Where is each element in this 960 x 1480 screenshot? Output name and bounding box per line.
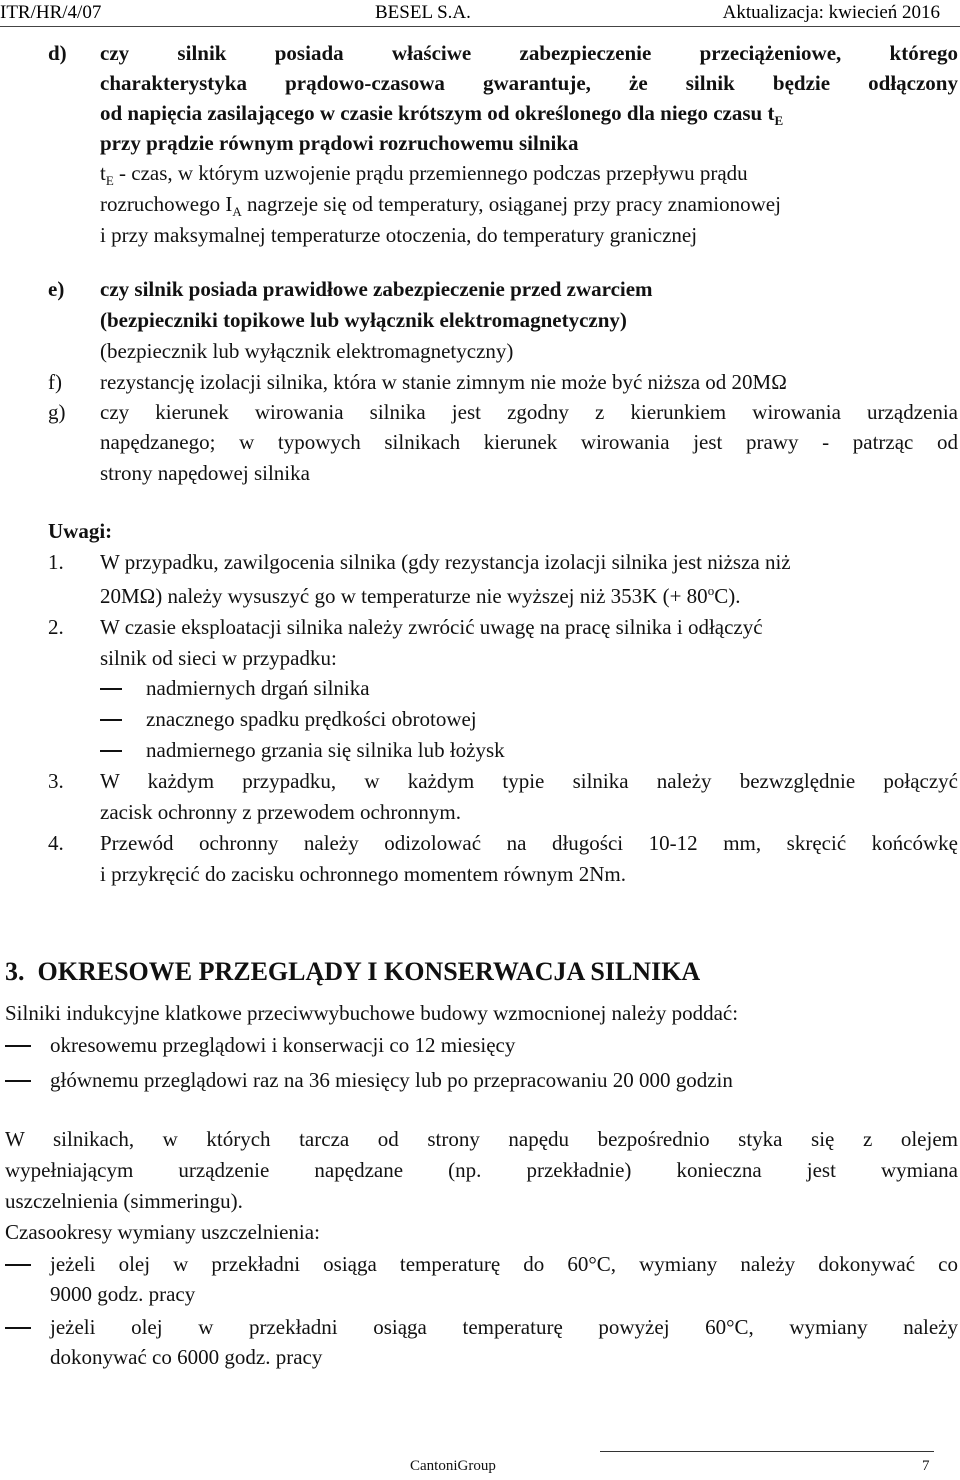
note-3-number: 3.: [48, 769, 64, 793]
dash-bullet: [100, 750, 122, 752]
item-d-line-4: przy prądzie równym prądowi rozruchowemu silnika: [100, 131, 579, 155]
note-2-number: 2.: [48, 615, 64, 639]
dash-bullet: [5, 1045, 31, 1047]
note-2-line-1: W czasie eksploatacji silnika należy zwrócić uwagę na pracę silnika i odłączyć: [100, 615, 763, 639]
section-3-bullet-2: głównemu przeglądowi raz na 36 miesięcy lub po przepracowaniu 20 000 godzin: [50, 1068, 733, 1092]
section-3-bullet-3-line-1: jeżeli olej w przekładni osiąga temperaturę do 60°C, wymiany należy dokonywać co: [50, 1252, 958, 1276]
item-d-line-1: czy silnik posiada właściwe zabezpieczenie przeciążeniowe, którego: [100, 41, 958, 65]
section-3-heading: 3. OKRESOWE PRZEGLĄDY I KONSERWACJA SILNIKA: [5, 957, 701, 986]
page-number: 7: [922, 1458, 930, 1474]
item-e-line-1: czy silnik posiada prawidłowe zabezpieczenie przed zwarciem: [100, 277, 653, 301]
note-2-bullet-1: nadmiernych drgań silnika: [146, 676, 370, 700]
note-2-line-2: silnik od sieci w przypadku:: [100, 646, 337, 670]
section-3-para-2: Czasookresy wymiany uszczelnienia:: [5, 1220, 320, 1244]
footer-company: CantoniGroup: [410, 1458, 496, 1474]
section-3-para-line-1: W silnikach, w których tarcza od strony napędu bezpośrednio styka się z olejem: [5, 1127, 958, 1151]
section-3-para-line-2: wypełniającym urządzenie napędzane (np. przekładnie) konieczna jest wymiana: [5, 1158, 958, 1182]
dash-bullet: [5, 1264, 31, 1266]
item-g-line-2: napędzanego; w typowych silnikach kierunek wirowania jest prawy - patrząc od: [100, 430, 958, 454]
note-4-line-1: Przewód ochronny należy odizolować na długości 10-12 mm, skręcić końcówkę: [100, 831, 958, 855]
company-name: BESEL S.A.: [375, 2, 471, 23]
note-4-number: 4.: [48, 831, 64, 855]
section-3-bullet-3-line-2: 9000 godz. pracy: [50, 1282, 196, 1306]
note-1-line-2: 20MΩ) należy wysuszyć go w temperaturze nie wyższej niż 353K (+ $80^oC$).: [100, 583, 741, 608]
dash-bullet: [5, 1327, 31, 1329]
item-e-line-2: (bezpieczniki topikowe lub wyłącznik elektromagnetyczny): [100, 308, 627, 332]
notes-title: Uwagi:: [48, 519, 113, 543]
item-g-letter: g): [48, 400, 66, 424]
footer-rule: [600, 1451, 934, 1452]
dash-bullet: [100, 719, 122, 721]
note-3-line-2: zacisk ochronny z przewodem ochronnym.: [100, 800, 461, 824]
item-d-line-3: od napięcia zasilającego w czasie krótszym od określonego dla niego czasu $t_E$: [100, 101, 784, 129]
item-d-def-line-2: rozruchowego $I_A$ nagrzeje się od temperatury, osiąganej przy pracy znamionowej: [100, 192, 781, 220]
item-d-line-2: charakterystyka prądowo-czasowa gwarantuje, że silnik będzie odłączony: [100, 71, 958, 95]
note-3-line-1: W każdym przypadku, w każdym typie silnika należy bezwzględnie połączyć: [100, 769, 958, 793]
item-g-line-1: czy kierunek wirowania silnika jest zgodny z kierunkiem wirowania urządzenia: [100, 400, 958, 424]
note-1-number: 1.: [48, 550, 64, 574]
doc-id: ITR/HR/4/07: [0, 2, 102, 23]
section-3-intro: Silniki indukcyjne klatkowe przeciwwybuchowe budowy wzmocnionej należy poddać:: [5, 1001, 739, 1025]
note-2-bullet-2: znacznego spadku prędkości obrotowej: [146, 707, 477, 731]
item-d-def-line-1: $t_E$ - czas, w którym uzwojenie prądu przemiennego podczas przepływu prądu: [100, 161, 748, 189]
note-4-line-2: i przykręcić do zacisku ochronnego momentem równym 2Nm.: [100, 862, 627, 886]
item-e-letter: e): [48, 277, 65, 301]
dash-bullet: [5, 1080, 31, 1082]
note-1-line-1: W przypadku, zawilgocenia silnika (gdy rezystancja izolacji silnika jest niższa niż: [100, 550, 791, 574]
item-d-letter: d): [48, 41, 67, 65]
item-e-line-3: (bezpiecznik lub wyłącznik elektromagnetyczny): [100, 339, 514, 363]
item-d-def-line-3: i przy maksymalnej temperaturze otoczenia, do temperatury granicznej: [100, 223, 698, 247]
dash-bullet: [100, 688, 122, 690]
item-g-line-3: strony napędowej silnika: [100, 461, 310, 485]
header-rule: [0, 26, 960, 27]
note-2-bullet-3: nadmiernego grzania się silnika lub łożysk: [146, 738, 505, 762]
item-f-letter: f): [48, 370, 62, 394]
update-date: Aktualizacja: kwiecień 2016: [722, 2, 940, 23]
section-3-bullet-1: okresowemu przeglądowi i konserwacji co 12 miesięcy: [50, 1033, 516, 1057]
section-3-para-line-3: uszczelnienia (simmeringu).: [5, 1189, 243, 1213]
section-3-bullet-4-line-2: dokonywać co 6000 godz. pracy: [50, 1345, 323, 1369]
item-f-line-1: rezystancję izolacji silnika, która w stanie zimnym nie może być niższa od 20MΩ: [100, 370, 787, 394]
section-3-bullet-4-line-1: jeżeli olej w przekładni osiąga temperaturę powyżej 60°C, wymiany należy: [50, 1315, 958, 1339]
